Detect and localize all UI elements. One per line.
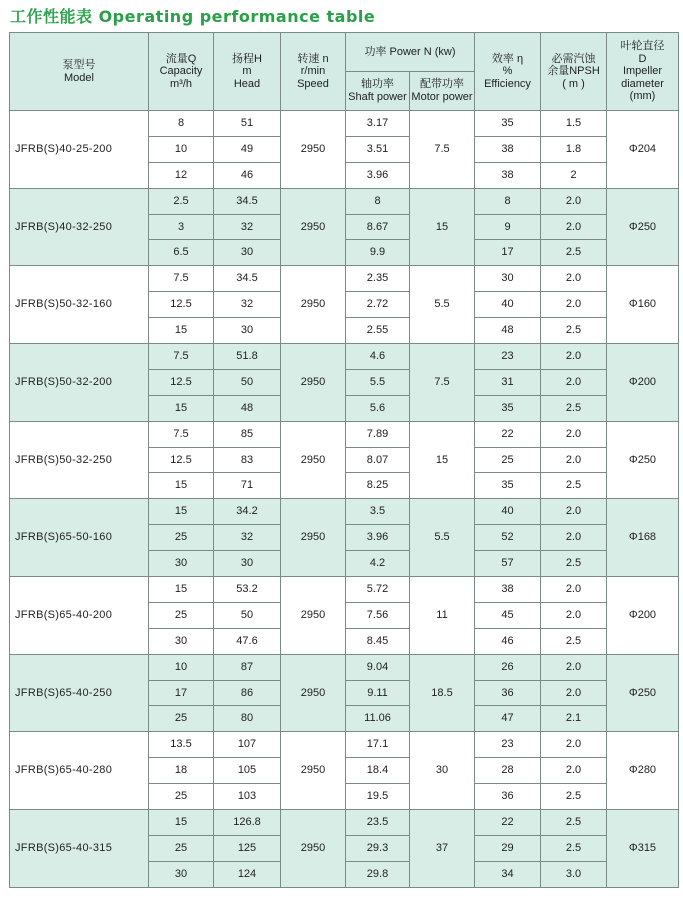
capacity-cell: 25 bbox=[149, 706, 214, 732]
capacity-cell: 15 bbox=[149, 577, 214, 603]
header-shaft-power-en: Shaft power bbox=[348, 91, 407, 103]
speed-cell: 2950 bbox=[281, 810, 346, 888]
table-body bbox=[10, 111, 679, 888]
efficiency-cell: 30 bbox=[475, 266, 541, 292]
shaft-power-cell: 29.8 bbox=[346, 861, 410, 887]
header-speed-en: Speed bbox=[297, 77, 329, 90]
capacity-cell: 7.5 bbox=[149, 266, 214, 292]
shaft-power-cell: 3.5 bbox=[346, 499, 410, 525]
model-cell: JFRB(S)65-40-280 bbox=[10, 732, 149, 810]
model-cell: JFRB(S)65-50-160 bbox=[10, 499, 149, 577]
header-capacity-unit: m³/h bbox=[170, 77, 192, 90]
impeller-cell: Φ250 bbox=[607, 188, 679, 266]
shaft-power-cell: 8 bbox=[346, 188, 410, 214]
head-cell: 53.2 bbox=[214, 577, 281, 603]
motor-power-cell: 11 bbox=[410, 577, 475, 655]
efficiency-cell: 57 bbox=[475, 551, 541, 577]
header-impeller bbox=[607, 33, 679, 111]
model-cell: JFRB(S)40-32-250 bbox=[10, 188, 149, 266]
shaft-power-cell: 3.17 bbox=[346, 111, 410, 137]
speed-cell: 2950 bbox=[281, 732, 346, 810]
head-cell: 32 bbox=[214, 525, 281, 551]
motor-power-cell: 37 bbox=[410, 810, 475, 888]
head-cell: 30 bbox=[214, 551, 281, 577]
efficiency-cell: 46 bbox=[475, 628, 541, 654]
head-cell: 87 bbox=[214, 654, 281, 680]
capacity-cell: 12.5 bbox=[149, 292, 214, 318]
npsh-cell: 2.0 bbox=[541, 654, 607, 680]
npsh-cell: 2.5 bbox=[541, 551, 607, 577]
motor-power-cell: 7.5 bbox=[410, 344, 475, 422]
header-npsh-cn2: 余量NPSH bbox=[547, 65, 600, 78]
impeller-cell: Φ204 bbox=[607, 111, 679, 189]
impeller-cell: Φ280 bbox=[607, 732, 679, 810]
capacity-cell: 18 bbox=[149, 758, 214, 784]
motor-power-cell: 7.5 bbox=[410, 111, 475, 189]
efficiency-cell: 17 bbox=[475, 240, 541, 266]
head-cell: 125 bbox=[214, 835, 281, 861]
header-model bbox=[10, 33, 149, 111]
capacity-cell: 25 bbox=[149, 835, 214, 861]
capacity-cell: 15 bbox=[149, 318, 214, 344]
head-cell: 34.5 bbox=[214, 188, 281, 214]
table-row bbox=[10, 732, 679, 758]
efficiency-cell: 38 bbox=[475, 577, 541, 603]
npsh-cell: 2.0 bbox=[541, 758, 607, 784]
head-cell: 71 bbox=[214, 473, 281, 499]
head-cell: 86 bbox=[214, 680, 281, 706]
capacity-cell: 25 bbox=[149, 525, 214, 551]
table-row bbox=[10, 421, 679, 447]
model-cell: JFRB(S)50-32-250 bbox=[10, 421, 149, 499]
npsh-cell: 2.0 bbox=[541, 577, 607, 603]
shaft-power-cell: 2.35 bbox=[346, 266, 410, 292]
npsh-cell: 2.5 bbox=[541, 395, 607, 421]
efficiency-cell: 9 bbox=[475, 214, 541, 240]
speed-cell: 2950 bbox=[281, 111, 346, 189]
npsh-cell: 2.0 bbox=[541, 525, 607, 551]
efficiency-cell: 40 bbox=[475, 499, 541, 525]
impeller-cell: Φ250 bbox=[607, 654, 679, 732]
table-row bbox=[10, 810, 679, 836]
shaft-power-cell: 8.67 bbox=[346, 214, 410, 240]
header-efficiency-en: Efficiency bbox=[484, 77, 531, 90]
speed-cell: 2950 bbox=[281, 499, 346, 577]
efficiency-cell: 22 bbox=[475, 810, 541, 836]
efficiency-cell: 40 bbox=[475, 292, 541, 318]
efficiency-cell: 52 bbox=[475, 525, 541, 551]
head-cell: 103 bbox=[214, 784, 281, 810]
capacity-cell: 30 bbox=[149, 628, 214, 654]
header-capacity bbox=[149, 33, 214, 111]
npsh-cell: 2.5 bbox=[541, 628, 607, 654]
head-cell: 50 bbox=[214, 369, 281, 395]
npsh-cell: 2.0 bbox=[541, 214, 607, 240]
shaft-power-cell: 8.07 bbox=[346, 447, 410, 473]
capacity-cell: 25 bbox=[149, 784, 214, 810]
efficiency-cell: 36 bbox=[475, 680, 541, 706]
header-motor-power-cn: 配带功率 bbox=[420, 78, 464, 90]
efficiency-cell: 8 bbox=[475, 188, 541, 214]
efficiency-cell: 26 bbox=[475, 654, 541, 680]
header-power bbox=[346, 33, 475, 72]
motor-power-cell: 15 bbox=[410, 421, 475, 499]
header-head bbox=[214, 33, 281, 111]
model-cell: JFRB(S)40-25-200 bbox=[10, 111, 149, 189]
shaft-power-cell: 4.2 bbox=[346, 551, 410, 577]
shaft-power-cell: 17.1 bbox=[346, 732, 410, 758]
head-cell: 46 bbox=[214, 162, 281, 188]
capacity-cell: 3 bbox=[149, 214, 214, 240]
shaft-power-cell: 8.45 bbox=[346, 628, 410, 654]
capacity-cell: 17 bbox=[149, 680, 214, 706]
header-npsh-cn1: 必需汽蚀 bbox=[551, 52, 596, 65]
npsh-cell: 2.0 bbox=[541, 266, 607, 292]
header-impeller-cn: 叶轮直径 bbox=[620, 40, 665, 53]
efficiency-cell: 23 bbox=[475, 732, 541, 758]
model-cell: JFRB(S)50-32-200 bbox=[10, 344, 149, 422]
impeller-cell: Φ160 bbox=[607, 266, 679, 344]
shaft-power-cell: 5.72 bbox=[346, 577, 410, 603]
efficiency-cell: 31 bbox=[475, 369, 541, 395]
capacity-cell: 6.5 bbox=[149, 240, 214, 266]
npsh-cell: 2.5 bbox=[541, 784, 607, 810]
speed-cell: 2950 bbox=[281, 188, 346, 266]
head-cell: 30 bbox=[214, 318, 281, 344]
page-title: 工作性能表 Operating performance table bbox=[10, 7, 376, 26]
header-head-cn: 扬程H bbox=[232, 52, 262, 65]
head-cell: 124 bbox=[214, 861, 281, 887]
npsh-cell: 2.0 bbox=[541, 188, 607, 214]
header-npsh-unit: ( m ) bbox=[562, 77, 585, 90]
capacity-cell: 30 bbox=[149, 551, 214, 577]
efficiency-cell: 29 bbox=[475, 835, 541, 861]
npsh-cell: 2.5 bbox=[541, 473, 607, 499]
head-cell: 30 bbox=[214, 240, 281, 266]
table-row bbox=[10, 499, 679, 525]
header-power-label: 功率 Power N (kw) bbox=[364, 45, 456, 58]
table-row bbox=[10, 111, 679, 137]
efficiency-cell: 25 bbox=[475, 447, 541, 473]
capacity-cell: 8 bbox=[149, 111, 214, 137]
impeller-cell: Φ315 bbox=[607, 810, 679, 888]
header-efficiency bbox=[475, 33, 541, 111]
table-row bbox=[10, 577, 679, 603]
table-row bbox=[10, 344, 679, 370]
efficiency-cell: 35 bbox=[475, 111, 541, 137]
head-cell: 105 bbox=[214, 758, 281, 784]
efficiency-cell: 36 bbox=[475, 784, 541, 810]
npsh-cell: 1.5 bbox=[541, 111, 607, 137]
efficiency-cell: 34 bbox=[475, 861, 541, 887]
npsh-cell: 2.0 bbox=[541, 369, 607, 395]
impeller-cell: Φ200 bbox=[607, 577, 679, 655]
impeller-cell: Φ200 bbox=[607, 344, 679, 422]
head-cell: 48 bbox=[214, 395, 281, 421]
efficiency-cell: 22 bbox=[475, 421, 541, 447]
head-cell: 51 bbox=[214, 111, 281, 137]
efficiency-cell: 38 bbox=[475, 136, 541, 162]
capacity-cell: 15 bbox=[149, 395, 214, 421]
header-impeller-en1: Impeller bbox=[622, 65, 663, 78]
shaft-power-cell: 3.96 bbox=[346, 525, 410, 551]
npsh-cell: 2.0 bbox=[541, 680, 607, 706]
header-efficiency-cn: 效率 η bbox=[491, 52, 524, 65]
npsh-cell: 2.0 bbox=[541, 732, 607, 758]
head-cell: 107 bbox=[214, 732, 281, 758]
capacity-cell: 15 bbox=[149, 499, 214, 525]
npsh-cell: 2.5 bbox=[541, 318, 607, 344]
head-cell: 85 bbox=[214, 421, 281, 447]
shaft-power-cell: 23.5 bbox=[346, 810, 410, 836]
capacity-cell: 12 bbox=[149, 162, 214, 188]
shaft-power-cell: 9.11 bbox=[346, 680, 410, 706]
head-cell: 32 bbox=[214, 214, 281, 240]
capacity-cell: 15 bbox=[149, 473, 214, 499]
impeller-cell: Φ168 bbox=[607, 499, 679, 577]
shaft-power-cell: 18.4 bbox=[346, 758, 410, 784]
header-motor-power bbox=[410, 72, 475, 111]
head-cell: 50 bbox=[214, 602, 281, 628]
header-head-en: Head bbox=[233, 77, 261, 90]
head-cell: 34.2 bbox=[214, 499, 281, 525]
model-cell: JFRB(S)65-40-250 bbox=[10, 654, 149, 732]
npsh-cell: 2.0 bbox=[541, 602, 607, 628]
head-cell: 83 bbox=[214, 447, 281, 473]
shaft-power-cell: 11.06 bbox=[346, 706, 410, 732]
efficiency-cell: 35 bbox=[475, 473, 541, 499]
header-shaft-power bbox=[346, 72, 410, 111]
speed-cell: 2950 bbox=[281, 266, 346, 344]
model-cell: JFRB(S)65-40-200 bbox=[10, 577, 149, 655]
capacity-cell: 7.5 bbox=[149, 421, 214, 447]
shaft-power-cell: 9.9 bbox=[346, 240, 410, 266]
capacity-cell: 30 bbox=[149, 861, 214, 887]
header-head-unit: m bbox=[242, 65, 252, 78]
head-cell: 34.5 bbox=[214, 266, 281, 292]
npsh-cell: 2.0 bbox=[541, 447, 607, 473]
capacity-cell: 13.5 bbox=[149, 732, 214, 758]
shaft-power-cell: 9.04 bbox=[346, 654, 410, 680]
shaft-power-cell: 19.5 bbox=[346, 784, 410, 810]
model-cell: JFRB(S)65-40-315 bbox=[10, 810, 149, 888]
head-cell: 51.8 bbox=[214, 344, 281, 370]
header-impeller-en2: diameter bbox=[621, 77, 664, 90]
motor-power-cell: 5.5 bbox=[410, 499, 475, 577]
npsh-cell: 2.5 bbox=[541, 810, 607, 836]
shaft-power-cell: 5.5 bbox=[346, 369, 410, 395]
shaft-power-cell: 3.51 bbox=[346, 136, 410, 162]
header-speed-unit: r/min bbox=[300, 65, 326, 78]
performance-table bbox=[9, 32, 679, 888]
npsh-cell: 2.5 bbox=[541, 240, 607, 266]
head-cell: 49 bbox=[214, 136, 281, 162]
capacity-cell: 10 bbox=[149, 136, 214, 162]
header-capacity-cn: 流量Q bbox=[165, 52, 197, 65]
npsh-cell: 1.8 bbox=[541, 136, 607, 162]
npsh-cell: 2.0 bbox=[541, 499, 607, 525]
shaft-power-cell: 2.55 bbox=[346, 318, 410, 344]
npsh-cell: 2.0 bbox=[541, 344, 607, 370]
capacity-cell: 15 bbox=[149, 810, 214, 836]
speed-cell: 2950 bbox=[281, 344, 346, 422]
npsh-cell: 2.0 bbox=[541, 292, 607, 318]
npsh-cell: 2.5 bbox=[541, 835, 607, 861]
header-model-cn: 泵型号 bbox=[62, 59, 96, 71]
header-model-en: Model bbox=[64, 71, 94, 84]
header-capacity-en: Capacity bbox=[159, 65, 203, 78]
npsh-cell: 2.0 bbox=[541, 421, 607, 447]
efficiency-cell: 35 bbox=[475, 395, 541, 421]
capacity-cell: 12.5 bbox=[149, 369, 214, 395]
shaft-power-cell: 7.89 bbox=[346, 421, 410, 447]
shaft-power-cell: 3.96 bbox=[346, 162, 410, 188]
performance-table-container bbox=[9, 32, 678, 888]
header-impeller-symbol: D bbox=[638, 52, 647, 65]
header-efficiency-unit: % bbox=[502, 65, 513, 78]
motor-power-cell: 30 bbox=[410, 732, 475, 810]
capacity-cell: 12.5 bbox=[149, 447, 214, 473]
shaft-power-cell: 4.6 bbox=[346, 344, 410, 370]
capacity-cell: 7.5 bbox=[149, 344, 214, 370]
table-header bbox=[10, 33, 679, 111]
efficiency-cell: 28 bbox=[475, 758, 541, 784]
speed-cell: 2950 bbox=[281, 654, 346, 732]
speed-cell: 2950 bbox=[281, 577, 346, 655]
npsh-cell: 3.0 bbox=[541, 861, 607, 887]
header-speed bbox=[281, 33, 346, 111]
shaft-power-cell: 8.25 bbox=[346, 473, 410, 499]
motor-power-cell: 5.5 bbox=[410, 266, 475, 344]
head-cell: 47.6 bbox=[214, 628, 281, 654]
capacity-cell: 2.5 bbox=[149, 188, 214, 214]
head-cell: 80 bbox=[214, 706, 281, 732]
efficiency-cell: 45 bbox=[475, 602, 541, 628]
impeller-cell: Φ250 bbox=[607, 421, 679, 499]
table-row bbox=[10, 266, 679, 292]
efficiency-cell: 23 bbox=[475, 344, 541, 370]
table-row bbox=[10, 654, 679, 680]
capacity-cell: 25 bbox=[149, 602, 214, 628]
capacity-cell: 10 bbox=[149, 654, 214, 680]
npsh-cell: 2 bbox=[541, 162, 607, 188]
efficiency-cell: 47 bbox=[475, 706, 541, 732]
head-cell: 126.8 bbox=[214, 810, 281, 836]
header-npsh bbox=[541, 33, 607, 111]
speed-cell: 2950 bbox=[281, 421, 346, 499]
header-motor-power-en: Motor power bbox=[411, 91, 473, 103]
npsh-cell: 2.1 bbox=[541, 706, 607, 732]
model-cell: JFRB(S)50-32-160 bbox=[10, 266, 149, 344]
motor-power-cell: 15 bbox=[410, 188, 475, 266]
header-speed-cn: 转速 n bbox=[297, 52, 329, 65]
shaft-power-cell: 29.3 bbox=[346, 835, 410, 861]
motor-power-cell: 18.5 bbox=[410, 654, 475, 732]
shaft-power-cell: 2.72 bbox=[346, 292, 410, 318]
head-cell: 32 bbox=[214, 292, 281, 318]
table-row bbox=[10, 188, 679, 214]
header-shaft-power-cn: 轴功率 bbox=[361, 78, 394, 90]
header-impeller-unit: (mm) bbox=[629, 90, 656, 103]
efficiency-cell: 48 bbox=[475, 318, 541, 344]
shaft-power-cell: 7.56 bbox=[346, 602, 410, 628]
efficiency-cell: 38 bbox=[475, 162, 541, 188]
shaft-power-cell: 5.6 bbox=[346, 395, 410, 421]
